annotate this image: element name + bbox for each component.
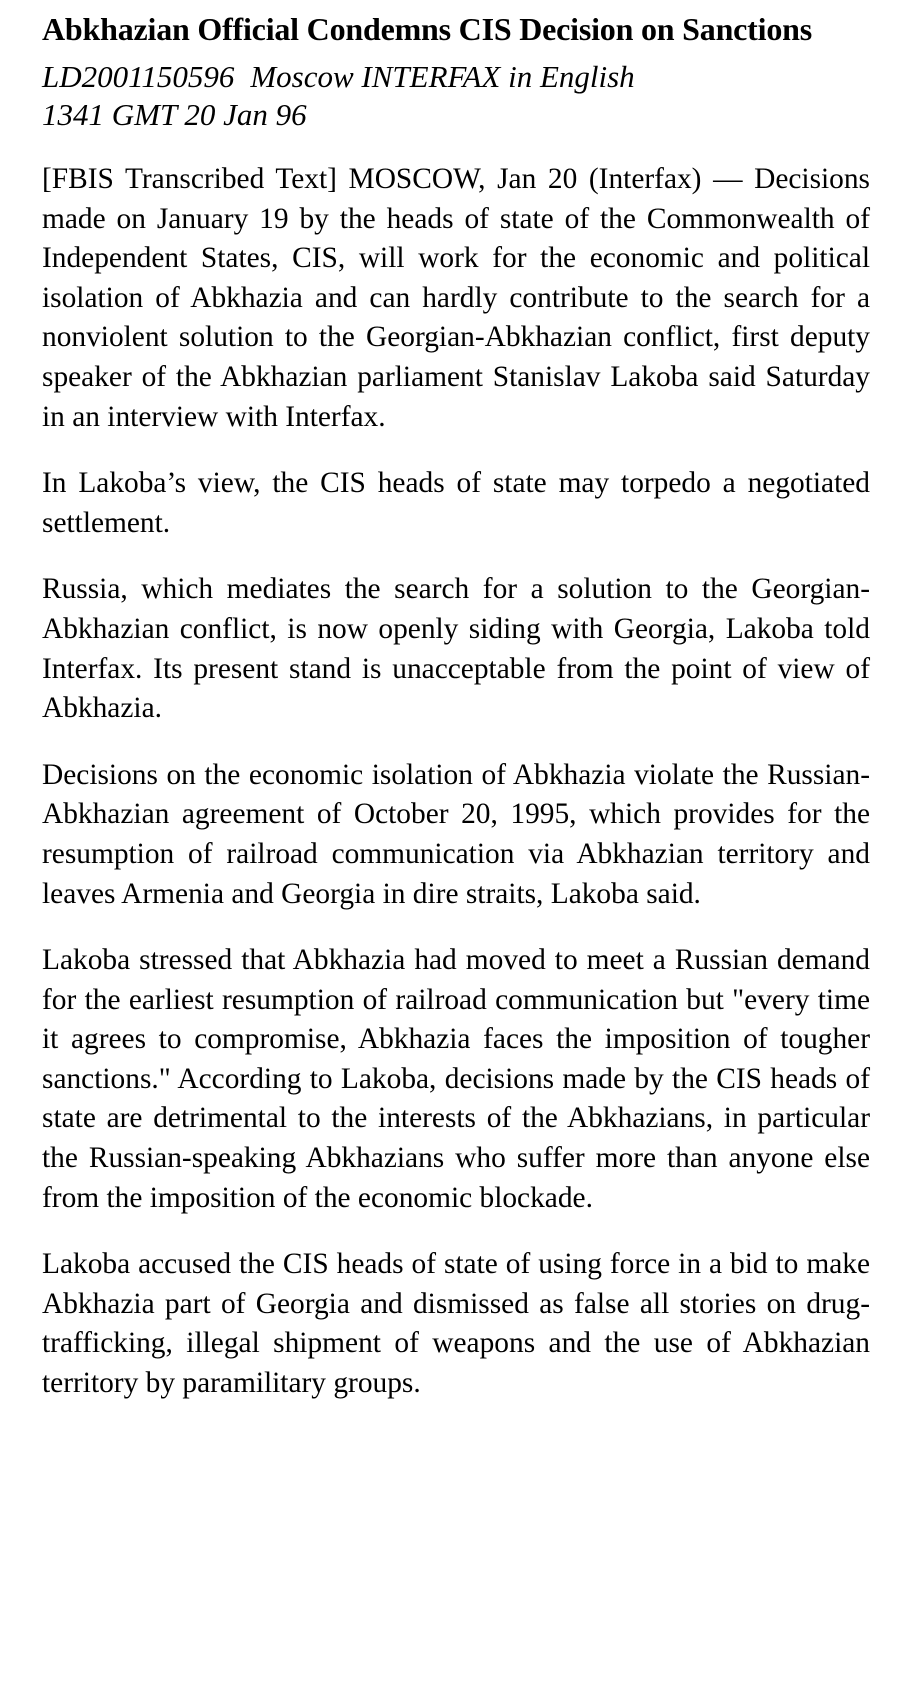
paragraph-5: Lakoba stressed that Abkhazia had moved to meet a Russian demand for the earliest resumption of railroad communication but "every time it agrees to compromise, Abkhazia faces the imposition of tougher sanctions." According to Lakoba, decisions made by the CIS heads of state are detrimental to the interests of the Abkhazians, in particular the Russian-speaking Abkhazians who suffer more than anyone else from the imposition of the economic blockade. [42,944,870,1214]
paragraph-2: In Lakoba’s view, the CIS heads of state may torpedo a negotiated settlement. [42,467,870,539]
source-outlet: Moscow INTERFAX in English [250,59,635,94]
paragraph-1: [FBIS Transcribed Text] MOSCOW, Jan 20 (Interfax) — Decisions made on January 19 by the heads of state of the Commonwealth of Independent States, CIS, will work for the economic and political isolation of Abkhazia and can hardly contribute to the search for a nonviolent solution to the Georgian-Abkhazian conflict, first deputy speaker of the Abkhazian parliament Stanislav Lakoba said Saturday in an interview with Interfax. [42,163,870,433]
source-line [42,58,870,134]
source-id: LD2001150596 [42,59,235,94]
paragraph-3: Russia, which mediates the search for a solution to the Georgian-Abkhazian conflict, is now openly siding with Georgia, Lakoba told Interfax. Its present stand is unacceptable from the point of view of Abkhazia. [42,573,870,725]
article-headline: Abkhazian Official Condemns CIS Decision on Sanctions [42,11,812,47]
article-body [42,160,870,1404]
paragraph-4: Decisions on the economic isolation of Abkhazia violate the Russian-Abkhazian agreement of October 20, 1995, which provides for the resumption of railroad communication via Abkhazian territory and leaves Armenia and Georgia in dire straits, Lakoba said. [42,758,870,910]
source-timestamp: 1341 GMT 20 Jan 96 [42,97,307,132]
paragraph-6: Lakoba accused the CIS heads of state of using force in a bid to make Abkhazia part of Georgia and dismissed as false all stories on drug-trafficking, illegal shipment of weapons and the use of Abkhazian territory by paramilitary groups. [42,1248,870,1400]
